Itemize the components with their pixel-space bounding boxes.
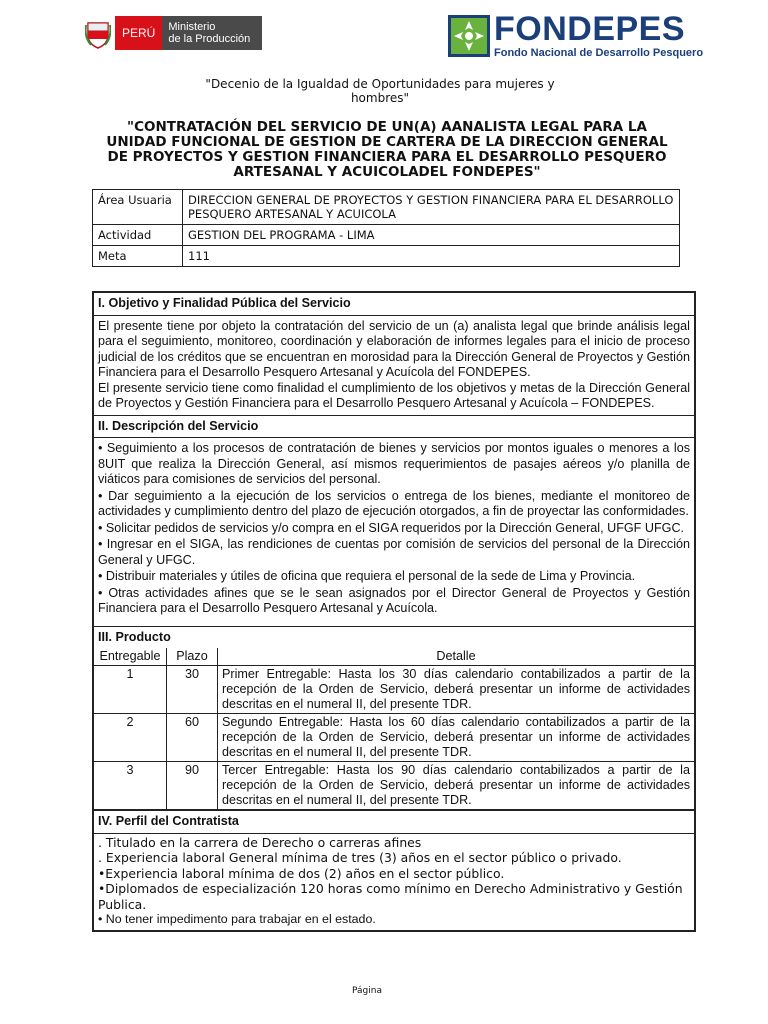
fondepes-emblem-icon xyxy=(448,15,490,57)
fondepes-logo xyxy=(448,12,703,59)
cell-plazo: 30 xyxy=(167,666,218,714)
info-label: Área Usuaria xyxy=(93,190,183,225)
document-title: "CONTRATACIÓN DEL SERVICIO DE UN(A) AANALISTA LEGAL PARA LA UNIDAD FUNCIONAL DE GESTION DE CARTERA DE LA DIRECCION GENERAL DE PROYECTOS Y GESTION FINANCIERA PARA EL DESARROLLO PESQUERO ARTESANAL Y ACUICOLADEL FONDEPES" xyxy=(106,119,668,180)
peru-ministry-logo xyxy=(85,16,262,50)
info-value: DIRECCION GENERAL DE PROYECTOS Y GESTION FINANCIERA PARA EL DESARROLLO PESQUERO ARTESANAL Y ACUICOLA xyxy=(183,190,680,225)
profile-item: . Titulado en la carrera de Derecho o carreras afines xyxy=(98,834,422,850)
product-row xyxy=(94,714,694,762)
decade-quote: "Decenio de la Igualdad de Oportunidades para mujeres y hombres" xyxy=(205,77,555,105)
section-body-description xyxy=(94,438,694,627)
cell-detalle: Tercer Entregable: Hasta los 90 días calendario contabilizados a partir de la recepción de la Orden de Servicio, deberá presentar un informe de actividades descritas en el numeral II, del presente TDR. xyxy=(218,762,695,810)
column-header-plazo: Plazo xyxy=(167,648,218,666)
cell-plazo: 60 xyxy=(167,714,218,762)
column-header-detalle: Detalle xyxy=(218,648,695,666)
info-table xyxy=(92,189,680,267)
description-bullet: • Distribuir materiales y útiles de oficina que requiera el personal de la sede de Lima y Provincia. xyxy=(98,569,636,583)
peru-label: PERÚ xyxy=(115,16,162,50)
product-table xyxy=(94,648,694,810)
cell-entregable: 2 xyxy=(94,714,167,762)
description-bullet: • Solicitar pedidos de servicios y/o compra en el SIGA requeridos por la Dirección General, UFGF UFGC. xyxy=(98,520,685,535)
ministry-line-1: Ministerio xyxy=(168,21,216,33)
section-body-objective xyxy=(94,316,694,416)
section-heading-product: III. Producto xyxy=(98,629,171,644)
terms-box xyxy=(92,291,696,932)
section-body-profile xyxy=(94,834,694,930)
cell-detalle: Segundo Entregable: Hasta los 60 días calendario contabilizados a partir de la recepción de la Orden de Servicio, deberá presentar un informe de actividades descritas en el numeral II, del presente TDR. xyxy=(218,714,695,762)
info-row xyxy=(93,225,680,246)
section-heading-description: II. Descripción del Servicio xyxy=(94,416,694,439)
info-label: Actividad xyxy=(93,225,183,246)
ministry-label xyxy=(162,16,262,50)
objective-paragraph: El presente tiene por objeto la contratación del servicio de un (a) analista legal que brinde análisis legal para el seguimiento, monitoreo, coordinación y elaboración de informes legales para el inicio de proceso judicial de los créditos que se encuentran en morosidad para la Dirección General de Proyectos y Gestión Financiera para el Desarrollo Pesquero Artesanal y Acuícola del FONDEPES. xyxy=(98,318,690,379)
objective-paragraph: El presente servicio tiene como finalidad el cumplimiento de los objetivos y metas de la Dirección General de Proyectos y Gestión Financiera para el Desarrollo Pesquero Artesanal y Acuícola – FONDEPES. xyxy=(98,380,690,410)
profile-item: •Diplomados de especialización 120 horas como mínimo en Derecho Administrativo y Gestión Publica. xyxy=(98,881,683,912)
product-header-row xyxy=(94,648,694,666)
page-footer: Página xyxy=(352,986,382,996)
profile-item: •Experiencia laboral mínima de dos (2) años en el sector público. xyxy=(98,865,505,881)
description-bullet: • Seguimiento a los procesos de contratación de bienes y servicios por montos iguales o menores a los 8UIT que realiza la Dirección General, así mismos requerimientos de pasajes aéreos y/o planilla de viáticos para comisiones de servicios del personal. xyxy=(98,441,690,486)
info-value: 111 xyxy=(183,246,680,267)
description-bullet: • Ingresar en el SIGA, las rendiciones de cuentas por comisión de servicios del personal de la Dirección General y UFGC. xyxy=(98,537,690,567)
section-heading-objective: I. Objetivo y Finalidad Pública del Servicio xyxy=(94,293,694,316)
column-header-entregable: Entregable xyxy=(94,648,167,666)
cell-plazo: 90 xyxy=(167,762,218,810)
description-bullet: • Otras actividades afines que se le sean asignados por el Director General de Proyectos y Gestión Financiera para el Desarrollo Pesquero Artesanal y Acuícola. xyxy=(98,585,690,615)
cell-detalle: Primer Entregable: Hasta los 30 días calendario contabilizados a partir de la recepción de la Orden de Servicio, deberá presentar un informe de actividades descritas en el numeral II, del presente TDR. xyxy=(218,666,695,714)
profile-item: . Experiencia laboral General mínima de tres (3) años en el sector público o privado. xyxy=(98,850,622,865)
info-value: GESTION DEL PROGRAMA - LIMA xyxy=(183,225,680,246)
product-row xyxy=(94,666,694,714)
peru-coat-of-arms-icon xyxy=(85,17,111,49)
fondepes-subtitle: Fondo Nacional de Desarrollo Pesquero xyxy=(494,47,704,59)
product-row xyxy=(94,762,694,810)
section-heading-profile: IV. Perfil del Contratista xyxy=(94,810,694,834)
cell-entregable: 3 xyxy=(94,762,167,810)
info-row xyxy=(93,246,680,267)
info-label: Meta xyxy=(93,246,183,267)
fondepes-name: FONDEPES xyxy=(494,10,686,48)
info-row xyxy=(93,190,680,225)
description-bullet: • Dar seguimiento a la ejecución de los servicios o entrega de los bienes, mediante el monitoreo de actividades y cumplimiento dentro del plazo de ejecución otorgados, a fin de proyectar las conformidades. xyxy=(98,488,690,518)
ministry-line-2: de la Producción xyxy=(168,33,251,45)
cell-entregable: 1 xyxy=(94,666,167,714)
profile-item: • No tener impedimento para trabajar en el estado. xyxy=(98,912,376,926)
